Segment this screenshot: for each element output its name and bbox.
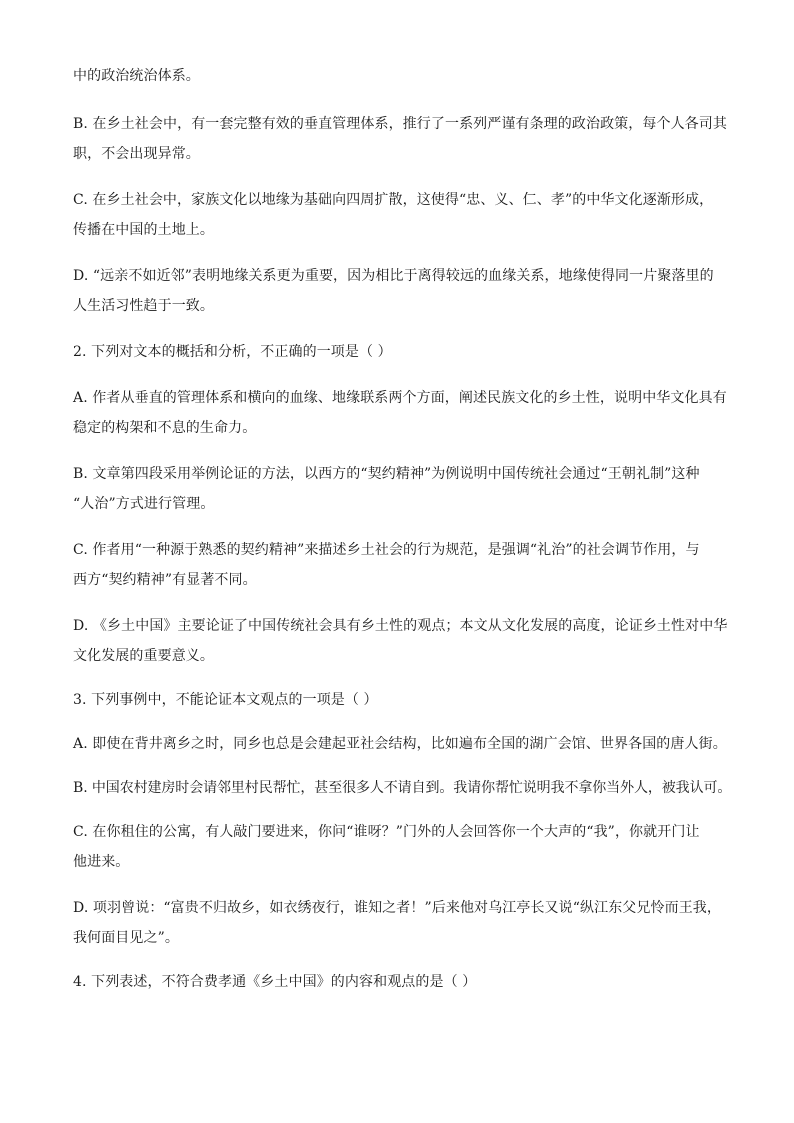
- q2-option-c-line-1: C. 作者用“一种源于熟悉的契约精神”来描述乡土社会的行为规范，是强调“礼治”的社会调节作用，与: [73, 542, 700, 558]
- option-b-line-1: B. 在乡土社会中，有一套完整有效的垂直管理体系，推行了一系列严谨有条理的政治政策，每个人各司其: [73, 116, 727, 132]
- q3-option-c-line-1: C. 在你租住的公寓，有人敲门要进来，你问“谁呀？”门外的人会回答你一个大声的“我”，你就开门让: [73, 824, 700, 840]
- q3-option-c-line-2: 他进来。: [73, 854, 130, 870]
- q3-option-d-line-1: D. 项羽曾说：“富贵不归故乡，如衣绣夜行，谁知之者！”后来他对乌江亭长又说“纵江东父兄怜而王我，: [73, 900, 721, 916]
- q2-option-d-line-1: D. 《乡土中国》主要论证了中国传统社会具有乡土性的观点；本文从文化发展的高度，论证乡土性对中华: [73, 618, 728, 634]
- q2-option-d-line-2: 文化发展的重要意义。: [73, 648, 214, 664]
- q2-option-a-line-1: A. 作者从垂直的管理体系和横向的血缘、地缘联系两个方面，阐述民族文化的乡土性，说明中华文化具有: [73, 390, 727, 406]
- q2-option-b-line-1: B. 文章第四段采用举例论证的方法，以西方的“契约精神”为例说明中国传统社会通过“王朝礼制”这种: [73, 466, 700, 482]
- q2-option-a-line-2: 稳定的构架和不息的生命力。: [73, 420, 257, 436]
- option-c-line-2: 传播在中国的土地上。: [73, 222, 214, 238]
- option-d-line-1: D. “远亲不如近邻”表明地缘关系更为重要，因为相比于离得较远的血缘关系，地缘使得同一片聚落里的: [73, 268, 714, 284]
- option-b-line-2: 职，不会出现异常。: [73, 146, 200, 162]
- q3-option-d-line-2: 我何面目见之”。: [73, 930, 179, 946]
- text-line: 中的政治统治体系。: [73, 68, 200, 84]
- q2-option-b-line-2: “人治”方式进行管理。: [73, 496, 215, 512]
- question-3: 3. 下列事例中，不能论证本文观点的一项是（ ）: [73, 692, 378, 708]
- q3-option-b: B. 中国农村建房时会请邻里村民帮忙，甚至很多人不请自到。我请你帮忙说明我不拿你当外人，被我认可。: [73, 780, 732, 796]
- q3-option-a: A. 即使在背井离乡之时，同乡也总是会建起亚社会结构，比如遍布全国的湖广会馆、世界各国的唐人街。: [73, 736, 727, 752]
- q2-option-c-line-2: 西方“契约精神”有显著不同。: [73, 572, 257, 588]
- question-2: 2. 下列对文本的概括和分析，不正确的一项是（ ）: [73, 344, 392, 360]
- option-c-line-1: C. 在乡土社会中，家族文化以地缘为基础向四周扩散，这使得“忠、义、仁、孝”的中华文化逐渐形成，: [73, 192, 714, 208]
- option-d-line-2: 人生活习性趋于一致。: [73, 298, 214, 314]
- question-4: 4. 下列表述，不符合费孝通《乡土中国》的内容和观点的是（ ）: [73, 974, 477, 990]
